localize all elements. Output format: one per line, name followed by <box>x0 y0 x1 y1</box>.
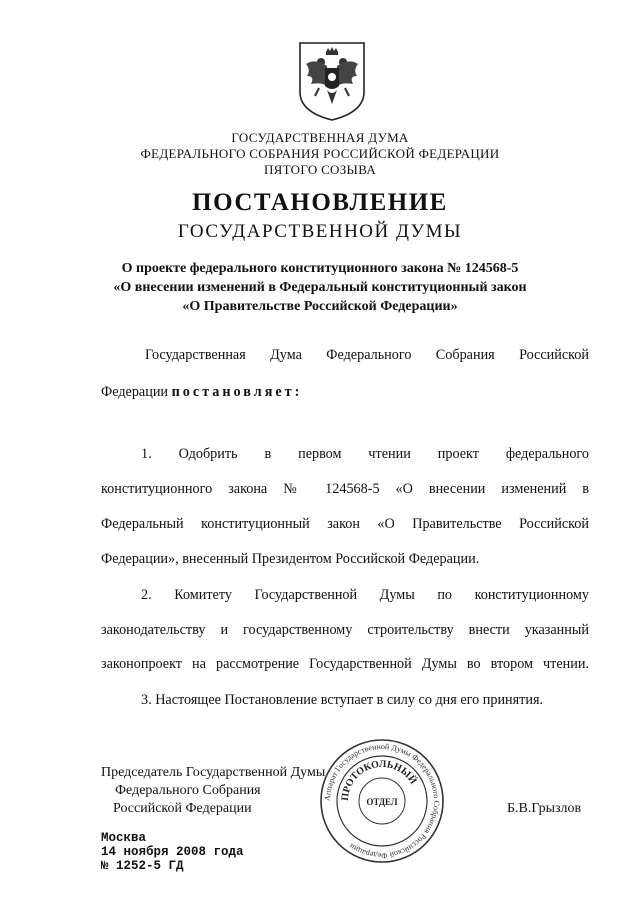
signatory-position: Председатель Государственной Думы <box>101 765 326 780</box>
document-title: ПОСТАНОВЛЕНИЕ <box>192 189 448 216</box>
item-2-line: 2. Комитету Государственной Думы по конституционному <box>141 587 589 603</box>
date: 14 ноября 2008 года <box>101 845 244 859</box>
item-2-line: законодательству и государственному строительству внести указанный <box>101 622 589 638</box>
stamp-inner-text: ПРОТОКОЛЬНЫЙ <box>339 758 419 802</box>
item-1-line: Федеральный конституционный закон «О Правительстве Российской <box>101 516 589 532</box>
stamp-center-text: ОТДЕЛ <box>366 797 398 807</box>
signatory-position: Российской Федерации <box>113 801 252 816</box>
item-2-line: законопроект на рассмотрение Государственной Думы во втором чтении. <box>101 656 589 672</box>
official-stamp <box>318 737 446 865</box>
subject-line: О проекте федерального конституционного закона № 124568-5 <box>121 261 519 276</box>
intro-paragraph-cont <box>101 384 302 401</box>
organization-name: ГОСУДАРСТВЕННАЯ ДУМА <box>231 130 409 145</box>
signatory-name: Б.В.Грызлов <box>507 801 582 816</box>
stamp-ring-text: Аппарат Государственной Думы Федерального Собрания Российской Федерации <box>322 741 442 861</box>
subject-line: «О внесении изменений в Федеральный конституционный закон <box>113 280 527 295</box>
double-headed-eagle-icon <box>297 40 367 122</box>
item-1-line: 1. Одобрить в первом чтении проект федерального <box>141 446 589 462</box>
item-1-line: Федерации», внесенный Президентом Российской Федерации. <box>101 551 480 567</box>
convocation: ПЯТОГО СОЗЫВА <box>263 162 377 177</box>
place: Москва <box>101 831 147 845</box>
organization-subname: ФЕДЕРАЛЬНОГО СОБРАНИЯ РОССИЙСКОЙ ФЕДЕРАЦИИ <box>140 146 500 161</box>
resolution-verb: постановляет: <box>171 384 303 400</box>
signatory-position: Федерального Собрания <box>115 783 261 798</box>
document-subtitle: ГОСУДАРСТВЕННОЙ ДУМЫ <box>177 221 463 242</box>
item-3-line: 3. Настоящее Постановление вступает в силу со дня его принятия. <box>141 692 544 708</box>
intro-text: Федерации <box>101 384 169 400</box>
document-number: № 1252-5 ГД <box>101 859 184 873</box>
intro-paragraph: Государственная Дума Федерального Собрания Российской <box>145 347 589 363</box>
svg-text:ПРОТОКОЛЬНЫЙ <box>340 759 420 801</box>
item-1-line: конституционного закона № 124568-5 «О внесении изменений в <box>101 481 589 497</box>
subject-line: «О Правительстве Российской Федерации» <box>182 299 458 314</box>
